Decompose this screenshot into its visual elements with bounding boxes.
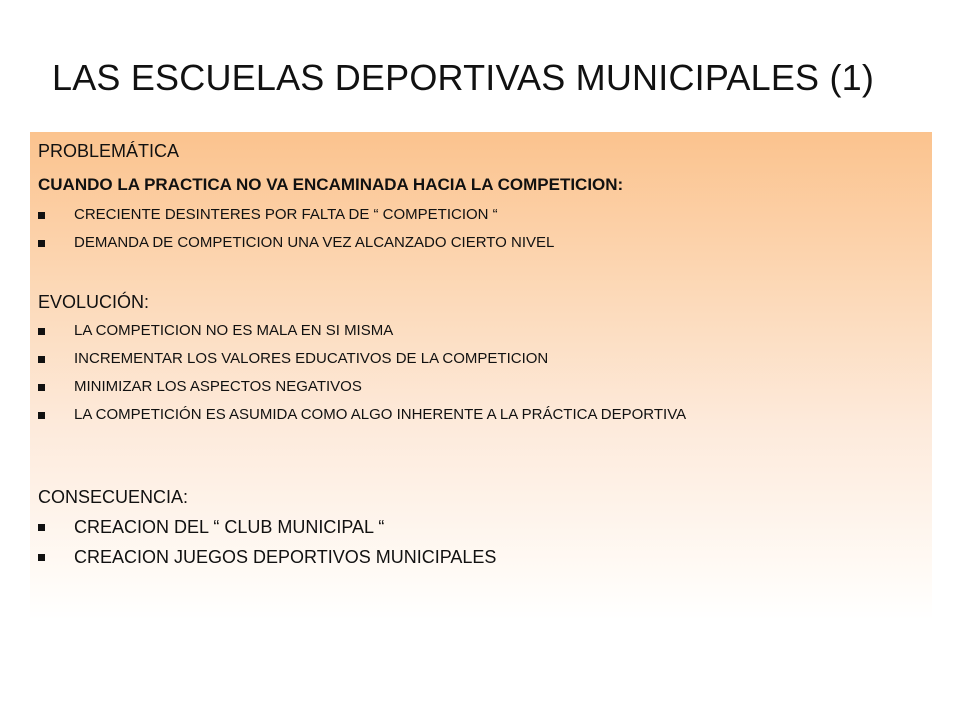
list-item-text: INCREMENTAR LOS VALORES EDUCATIVOS DE LA COMPETICION xyxy=(74,350,549,367)
list-item xyxy=(38,206,554,234)
list-item xyxy=(38,378,874,406)
section-label-evolucion: EVOLUCIÓN: xyxy=(38,292,150,312)
evolucion-list xyxy=(38,322,874,424)
section-label-consecuencia: CONSECUENCIA: xyxy=(38,487,189,507)
list-item xyxy=(38,546,496,576)
bullet-square-icon xyxy=(38,356,45,363)
bullet-square-icon xyxy=(38,384,45,391)
list-item xyxy=(38,516,496,546)
problematica-heading: CUANDO LA PRACTICA NO VA ENCAMINADA HACIA LA COMPETICION: xyxy=(38,175,624,194)
list-item-text: DEMANDA DE COMPETICION UNA VEZ ALCANZADO CIERTO NIVEL xyxy=(74,234,555,251)
list-item-text: CREACION DEL “ CLUB MUNICIPAL “ xyxy=(74,517,385,537)
bullet-square-icon xyxy=(38,328,45,335)
list-item-text: MINIMIZAR LOS ASPECTOS NEGATIVOS xyxy=(74,378,362,395)
list-item-text: CRECIENTE DESINTERES POR FALTA DE “ COMPETICION “ xyxy=(74,206,498,223)
bullet-square-icon xyxy=(38,554,45,561)
list-item xyxy=(38,350,874,378)
list-item xyxy=(38,234,554,262)
bullet-square-icon xyxy=(38,524,45,531)
list-item-text: LA COMPETICIÓN ES ASUMIDA COMO ALGO INHERENTE A LA PRÁCTICA DEPORTIVA xyxy=(74,406,687,423)
bullet-square-icon xyxy=(38,412,45,419)
bullet-square-icon xyxy=(38,212,45,219)
list-item xyxy=(38,406,874,424)
list-item-text: CREACION JUEGOS DEPORTIVOS MUNICIPALES xyxy=(74,547,497,567)
consecuencia-list xyxy=(38,516,496,576)
bullet-square-icon xyxy=(38,240,45,247)
list-item xyxy=(38,322,874,350)
problematica-list xyxy=(38,206,554,262)
slide-title: LAS ESCUELAS DEPORTIVAS MUNICIPALES (1) xyxy=(52,57,875,98)
list-item-text: LA COMPETICION NO ES MALA EN SI MISMA xyxy=(74,322,394,339)
section-label-problematica: PROBLEMÁTICA xyxy=(38,141,180,161)
